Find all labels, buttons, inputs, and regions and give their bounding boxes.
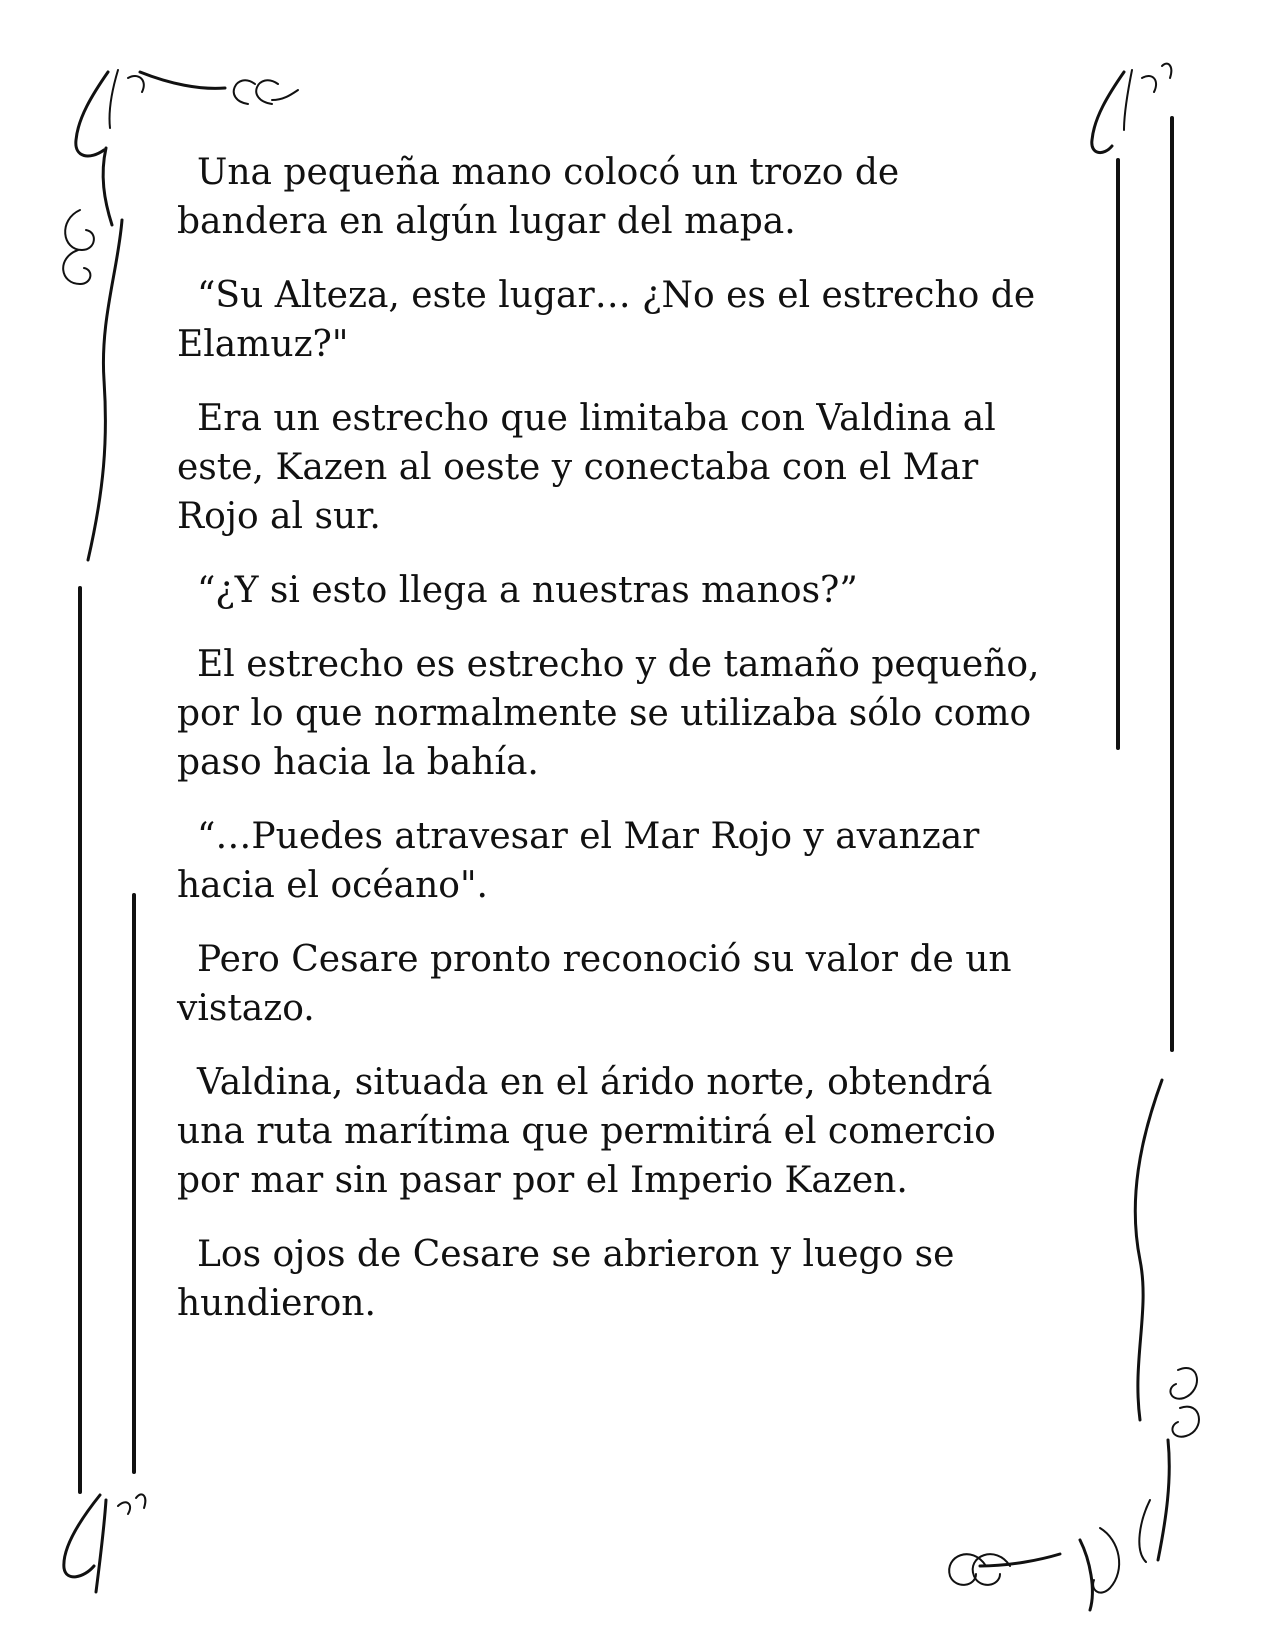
text-line: Pero Cesare pronto reconoció su valor de un xyxy=(197,939,1012,980)
text-line: vistazo. xyxy=(177,988,315,1029)
paragraph-5 xyxy=(177,640,1077,787)
paragraph-7 xyxy=(177,935,1077,1033)
text-line: este, Kazen al oeste y conectaba con el Mar xyxy=(177,447,979,488)
text-line: Una pequeña mano colocó un trozo de xyxy=(197,152,900,193)
text-line: hacia el océano". xyxy=(177,865,488,906)
text-line: bandera en algún lugar del mapa. xyxy=(177,201,796,242)
text-line: paso hacia la bahía. xyxy=(177,742,539,783)
text-line: “¿Y si esto llega a nuestras manos?” xyxy=(197,570,858,611)
text-line: Valdina, situada en el árido norte, obtendrá xyxy=(197,1062,993,1103)
paragraph-8 xyxy=(177,1058,1077,1205)
top-right-flourish xyxy=(1092,64,1171,153)
text-line: hundieron. xyxy=(177,1283,376,1324)
bottom-left-flourish xyxy=(64,1494,145,1592)
text-line: por mar sin pasar por el Imperio Kazen. xyxy=(177,1160,908,1201)
text-line: El estrecho es estrecho y de tamaño pequeño, xyxy=(197,644,1040,685)
paragraph-9 xyxy=(177,1230,1077,1328)
text-line: por lo que normalmente se utilizaba sólo como xyxy=(177,693,1032,734)
text-line: Rojo al sur. xyxy=(177,496,381,537)
paragraph-2 xyxy=(177,271,1077,369)
text-line: “…Puedes atravesar el Mar Rojo y avanzar xyxy=(197,816,980,857)
paragraph-4 xyxy=(177,566,1077,615)
paragraph-3 xyxy=(177,394,1077,541)
text-line: Era un estrecho que limitaba con Valdina al xyxy=(197,398,996,439)
text-line: “Su Alteza, este lugar… ¿No es el estrecho de xyxy=(197,275,1036,316)
text-line: una ruta marítima que permitirá el comercio xyxy=(177,1111,996,1152)
paragraph-1 xyxy=(177,148,1077,246)
page-body xyxy=(177,148,1077,1353)
paragraph-6 xyxy=(177,812,1077,910)
text-line: Elamuz?" xyxy=(177,324,349,365)
text-line: Los ojos de Cesare se abrieron y luego se xyxy=(197,1234,955,1275)
